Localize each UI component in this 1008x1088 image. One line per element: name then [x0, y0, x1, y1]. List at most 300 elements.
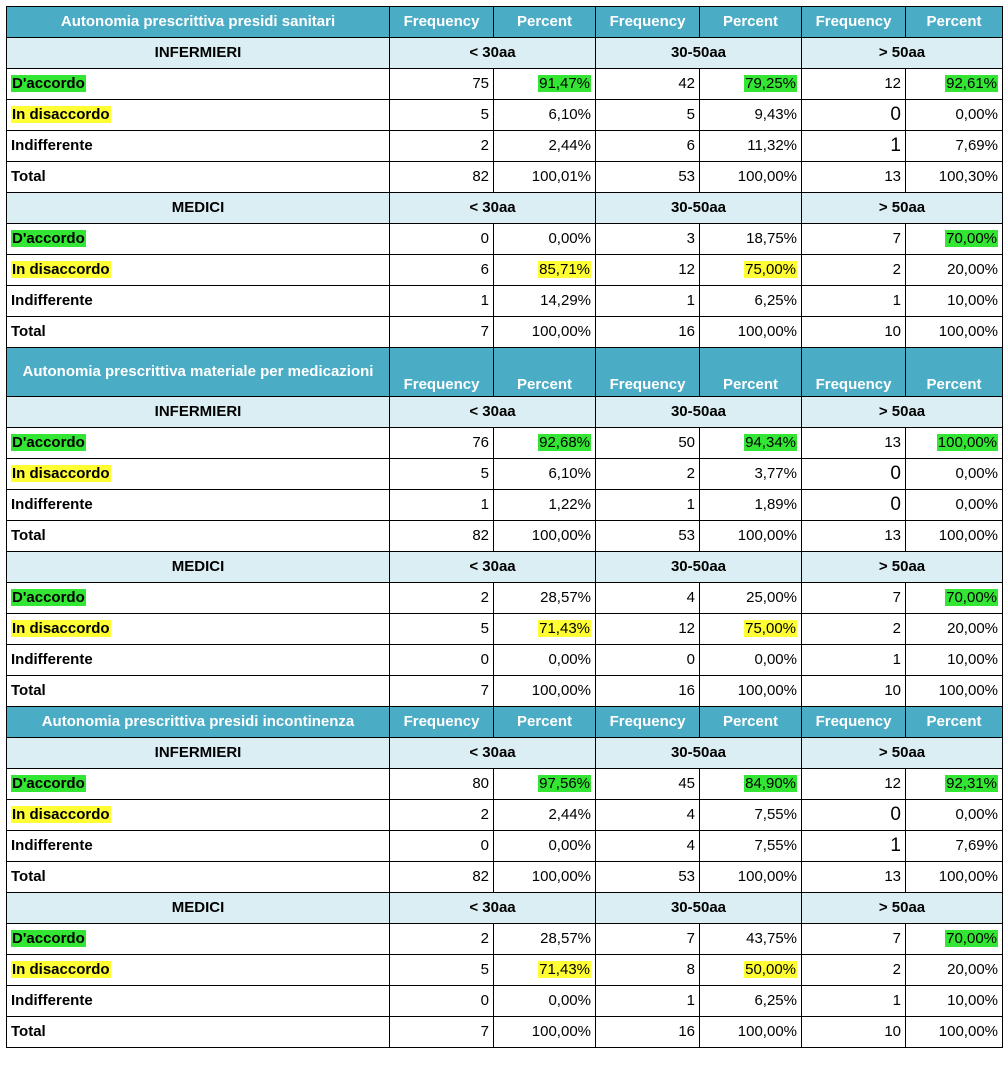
frequency-cell[interactable]	[802, 521, 906, 552]
age-band-cell[interactable]: > 50aa	[802, 893, 1003, 924]
frequency-header-cell[interactable]: Frequency	[596, 348, 700, 397]
percent-cell[interactable]	[494, 428, 596, 459]
age-band-cell[interactable]: < 30aa	[390, 193, 596, 224]
table-row	[7, 614, 1003, 645]
percent-cell[interactable]	[494, 676, 596, 707]
percent-cell[interactable]	[494, 769, 596, 800]
percent-value: 100,00%	[531, 1023, 591, 1040]
age-band-cell[interactable]: 30-50aa	[596, 893, 802, 924]
percent-cell[interactable]	[494, 645, 596, 676]
percent-cell[interactable]	[700, 614, 802, 645]
frequency-cell[interactable]	[390, 924, 494, 955]
percent-cell[interactable]	[906, 676, 1003, 707]
percent-cell[interactable]	[906, 100, 1003, 131]
percent-cell[interactable]	[906, 224, 1003, 255]
percent-value: 70,00%	[946, 930, 997, 947]
percent-cell[interactable]	[494, 614, 596, 645]
age-band-cell[interactable]: > 50aa	[802, 552, 1003, 583]
frequency-cell[interactable]	[802, 286, 906, 317]
frequency-cell[interactable]	[596, 162, 700, 193]
percent-value: 0,00%	[548, 230, 591, 247]
table-row	[7, 255, 1003, 286]
frequency-cell[interactable]	[802, 459, 906, 490]
percent-value: 20,00%	[947, 620, 998, 637]
frequency-cell[interactable]	[802, 955, 906, 986]
percent-value: 0,00%	[955, 106, 998, 123]
percent-cell[interactable]	[906, 459, 1003, 490]
frequency-value: 5	[480, 961, 489, 978]
section-title[interactable]: Autonomia prescrittiva presidi incontinenza	[7, 707, 390, 738]
frequency-cell[interactable]	[390, 255, 494, 286]
percent-cell[interactable]	[700, 955, 802, 986]
frequency-header-cell[interactable]: Frequency	[802, 348, 906, 397]
frequency-value: 12	[884, 75, 901, 92]
table-row	[7, 1017, 1003, 1048]
frequency-cell[interactable]	[390, 521, 494, 552]
table-row	[7, 428, 1003, 459]
frequency-header-cell[interactable]: Frequency	[390, 707, 494, 738]
frequency-cell[interactable]	[596, 614, 700, 645]
age-band-cell[interactable]: < 30aa	[390, 552, 596, 583]
percent-cell[interactable]	[494, 986, 596, 1017]
percent-value: 100,00%	[531, 323, 591, 340]
percent-cell[interactable]	[906, 490, 1003, 521]
frequency-cell[interactable]	[802, 645, 906, 676]
percent-value: 2,44%	[548, 806, 591, 823]
frequency-value: 7	[892, 930, 901, 947]
frequency-cell[interactable]	[596, 459, 700, 490]
percent-cell[interactable]	[700, 676, 802, 707]
percent-cell[interactable]	[700, 800, 802, 831]
frequency-cell[interactable]	[802, 614, 906, 645]
percent-cell[interactable]	[700, 490, 802, 521]
frequency-value: 5	[480, 106, 489, 123]
group-name-cell[interactable]: MEDICI	[7, 193, 390, 224]
row-label-cell[interactable]	[7, 1017, 390, 1048]
frequency-cell[interactable]	[390, 224, 494, 255]
percent-cell[interactable]	[494, 459, 596, 490]
percent-value: 1,89%	[754, 496, 797, 513]
percent-cell[interactable]	[700, 862, 802, 893]
frequency-cell[interactable]	[596, 521, 700, 552]
row-label: In disaccordo	[12, 620, 110, 637]
row-label-cell[interactable]	[7, 428, 390, 459]
section-title[interactable]: Autonomia prescrittiva presidi sanitari	[7, 7, 390, 38]
percent-cell[interactable]	[906, 131, 1003, 162]
group-name-cell[interactable]: INFERMIERI	[7, 38, 390, 69]
group-name-cell[interactable]: MEDICI	[7, 552, 390, 583]
frequency-header-cell[interactable]: Frequency	[596, 707, 700, 738]
frequency-header-cell[interactable]: Frequency	[802, 7, 906, 38]
frequency-cell[interactable]	[596, 224, 700, 255]
percent-cell[interactable]	[700, 162, 802, 193]
frequency-value: 4	[686, 806, 695, 823]
frequency-cell[interactable]	[390, 317, 494, 348]
row-label-cell[interactable]	[7, 831, 390, 862]
percent-cell[interactable]	[494, 583, 596, 614]
frequency-value: 0	[890, 804, 901, 825]
frequency-cell[interactable]	[802, 69, 906, 100]
row-label: D'accordo	[12, 775, 85, 792]
group-name-cell[interactable]: INFERMIERI	[7, 738, 390, 769]
percent-value: 28,57%	[540, 589, 591, 606]
age-band-cell[interactable]: > 50aa	[802, 193, 1003, 224]
frequency-cell[interactable]	[596, 862, 700, 893]
frequency-cell[interactable]	[390, 286, 494, 317]
frequency-cell[interactable]	[390, 131, 494, 162]
frequency-header-cell[interactable]: Frequency	[390, 348, 494, 397]
percent-cell[interactable]	[906, 317, 1003, 348]
row-label: In disaccordo	[12, 465, 110, 482]
row-label-cell[interactable]	[7, 317, 390, 348]
age-band-cell[interactable]: > 50aa	[802, 738, 1003, 769]
age-band-cell[interactable]: > 50aa	[802, 397, 1003, 428]
percent-cell[interactable]	[906, 924, 1003, 955]
frequency-cell[interactable]	[596, 317, 700, 348]
row-label: Total	[11, 682, 46, 699]
percent-value: 6,10%	[548, 465, 591, 482]
percent-value: 84,90%	[745, 775, 796, 792]
survey-results-table	[6, 6, 1003, 1048]
age-band-cell[interactable]: > 50aa	[802, 38, 1003, 69]
percent-value: 0,00%	[548, 837, 591, 854]
age-band-cell[interactable]: 30-50aa	[596, 552, 802, 583]
frequency-cell[interactable]	[596, 769, 700, 800]
frequency-value: 2	[480, 806, 489, 823]
row-label: Total	[11, 1023, 46, 1040]
row-label: Indifferente	[11, 837, 93, 854]
percent-cell[interactable]	[700, 645, 802, 676]
frequency-cell[interactable]	[390, 800, 494, 831]
percent-cell[interactable]	[906, 645, 1003, 676]
percent-value: 14,29%	[540, 292, 591, 309]
percent-cell[interactable]	[700, 986, 802, 1017]
row-label: In disaccordo	[12, 106, 110, 123]
row-label-cell[interactable]	[7, 162, 390, 193]
frequency-value: 1	[890, 135, 901, 156]
percent-cell[interactable]	[906, 162, 1003, 193]
row-label: D'accordo	[12, 589, 85, 606]
frequency-value: 12	[678, 620, 695, 637]
percent-cell[interactable]	[494, 317, 596, 348]
frequency-value: 53	[678, 527, 695, 544]
frequency-cell[interactable]	[390, 69, 494, 100]
age-band-cell[interactable]: 30-50aa	[596, 193, 802, 224]
section-header-row	[7, 707, 1003, 738]
frequency-value: 2	[686, 465, 695, 482]
frequency-cell[interactable]	[802, 800, 906, 831]
percent-cell[interactable]	[494, 69, 596, 100]
frequency-cell[interactable]	[596, 428, 700, 459]
percent-cell[interactable]	[494, 831, 596, 862]
row-label-cell[interactable]	[7, 986, 390, 1017]
percent-cell[interactable]	[700, 1017, 802, 1048]
percent-header-cell[interactable]: Percent	[906, 7, 1003, 38]
frequency-value: 13	[884, 434, 901, 451]
frequency-cell[interactable]	[390, 862, 494, 893]
age-band-cell[interactable]: 30-50aa	[596, 38, 802, 69]
frequency-cell[interactable]	[596, 986, 700, 1017]
percent-cell[interactable]	[906, 800, 1003, 831]
percent-cell[interactable]	[906, 955, 1003, 986]
frequency-cell[interactable]	[596, 131, 700, 162]
percent-cell[interactable]	[906, 428, 1003, 459]
frequency-cell[interactable]	[802, 490, 906, 521]
frequency-value: 50	[678, 434, 695, 451]
frequency-cell[interactable]	[390, 162, 494, 193]
percent-cell[interactable]	[494, 100, 596, 131]
percent-cell[interactable]	[494, 286, 596, 317]
row-label-cell[interactable]	[7, 521, 390, 552]
percent-cell[interactable]	[700, 69, 802, 100]
percent-header-cell[interactable]: Percent	[906, 707, 1003, 738]
percent-value: 97,56%	[539, 775, 590, 792]
table-row	[7, 100, 1003, 131]
frequency-value: 80	[472, 775, 489, 792]
percent-cell[interactable]	[700, 255, 802, 286]
percent-cell[interactable]	[494, 955, 596, 986]
percent-header-cell[interactable]: Percent	[700, 348, 802, 397]
frequency-cell[interactable]	[802, 131, 906, 162]
percent-cell[interactable]	[906, 862, 1003, 893]
percent-cell[interactable]	[906, 521, 1003, 552]
frequency-value: 10	[884, 1023, 901, 1040]
row-label-cell[interactable]	[7, 676, 390, 707]
percent-cell[interactable]	[700, 286, 802, 317]
percent-cell[interactable]	[494, 490, 596, 521]
frequency-cell[interactable]	[390, 100, 494, 131]
age-band-cell[interactable]: < 30aa	[390, 893, 596, 924]
row-label-cell[interactable]	[7, 224, 390, 255]
percent-value: 20,00%	[947, 961, 998, 978]
frequency-value: 1	[686, 496, 695, 513]
percent-value: 7,69%	[955, 137, 998, 154]
frequency-cell[interactable]	[596, 955, 700, 986]
frequency-cell[interactable]	[802, 255, 906, 286]
frequency-value: 2	[892, 961, 901, 978]
percent-value: 50,00%	[745, 961, 796, 978]
row-label-cell[interactable]	[7, 286, 390, 317]
frequency-cell[interactable]	[802, 162, 906, 193]
frequency-cell[interactable]	[390, 583, 494, 614]
frequency-cell[interactable]	[390, 676, 494, 707]
percent-header-cell[interactable]: Percent	[494, 7, 596, 38]
percent-header-cell[interactable]: Percent	[906, 348, 1003, 397]
percent-cell[interactable]	[906, 583, 1003, 614]
section-title[interactable]: Autonomia prescrittiva materiale per medicazioni	[7, 348, 390, 397]
percent-cell[interactable]	[700, 769, 802, 800]
percent-cell[interactable]	[494, 224, 596, 255]
percent-value: 1,22%	[548, 496, 591, 513]
frequency-cell[interactable]	[802, 583, 906, 614]
percent-cell[interactable]	[906, 769, 1003, 800]
frequency-value: 1	[892, 651, 901, 668]
frequency-cell[interactable]	[390, 614, 494, 645]
percent-value: 25,00%	[746, 589, 797, 606]
percent-cell[interactable]	[700, 831, 802, 862]
frequency-cell[interactable]	[802, 1017, 906, 1048]
age-band-cell[interactable]: < 30aa	[390, 38, 596, 69]
row-label-cell[interactable]	[7, 490, 390, 521]
percent-cell[interactable]	[700, 583, 802, 614]
frequency-cell[interactable]	[390, 769, 494, 800]
percent-header-cell[interactable]: Percent	[700, 707, 802, 738]
percent-value: 6,25%	[754, 992, 797, 1009]
frequency-value: 6	[480, 261, 489, 278]
frequency-header-cell[interactable]: Frequency	[390, 7, 494, 38]
frequency-value: 2	[480, 137, 489, 154]
frequency-cell[interactable]	[596, 583, 700, 614]
percent-value: 18,75%	[746, 230, 797, 247]
row-label-cell[interactable]	[7, 924, 390, 955]
row-label: Total	[11, 868, 46, 885]
percent-cell[interactable]	[700, 317, 802, 348]
percent-cell[interactable]	[700, 100, 802, 131]
frequency-cell[interactable]	[596, 800, 700, 831]
frequency-header-cell[interactable]: Frequency	[596, 7, 700, 38]
age-band-cell[interactable]: 30-50aa	[596, 397, 802, 428]
percent-value: 100,00%	[938, 527, 998, 544]
percent-cell[interactable]	[494, 162, 596, 193]
percent-value: 11,32%	[747, 137, 797, 154]
percent-header-cell[interactable]: Percent	[494, 348, 596, 397]
frequency-cell[interactable]	[802, 769, 906, 800]
frequency-cell[interactable]	[390, 986, 494, 1017]
percent-cell[interactable]	[700, 224, 802, 255]
row-label-cell[interactable]	[7, 255, 390, 286]
age-band-cell[interactable]: < 30aa	[390, 738, 596, 769]
frequency-cell[interactable]	[390, 955, 494, 986]
frequency-value: 82	[472, 868, 489, 885]
row-label-cell[interactable]	[7, 800, 390, 831]
frequency-cell[interactable]	[596, 255, 700, 286]
row-label: Indifferente	[11, 137, 93, 154]
frequency-value: 42	[678, 75, 695, 92]
frequency-cell[interactable]	[390, 459, 494, 490]
frequency-cell[interactable]	[390, 1017, 494, 1048]
percent-cell[interactable]	[906, 69, 1003, 100]
frequency-cell[interactable]	[596, 1017, 700, 1048]
percent-cell[interactable]	[494, 131, 596, 162]
percent-cell[interactable]	[494, 521, 596, 552]
row-label-cell[interactable]	[7, 614, 390, 645]
frequency-cell[interactable]	[596, 490, 700, 521]
percent-value: 3,77%	[754, 465, 797, 482]
group-name-cell[interactable]: MEDICI	[7, 893, 390, 924]
row-label: Total	[11, 527, 46, 544]
percent-cell[interactable]	[494, 1017, 596, 1048]
frequency-cell[interactable]	[390, 490, 494, 521]
age-band-cell[interactable]: 30-50aa	[596, 738, 802, 769]
frequency-value: 0	[480, 651, 489, 668]
frequency-cell[interactable]	[596, 69, 700, 100]
row-label-cell[interactable]	[7, 769, 390, 800]
frequency-cell[interactable]	[596, 100, 700, 131]
row-label-cell[interactable]	[7, 69, 390, 100]
table-row	[7, 521, 1003, 552]
frequency-cell[interactable]	[802, 428, 906, 459]
percent-cell[interactable]	[906, 1017, 1003, 1048]
section-header-row	[7, 7, 1003, 38]
frequency-value: 1	[480, 496, 489, 513]
percent-cell[interactable]	[906, 255, 1003, 286]
frequency-cell[interactable]	[802, 924, 906, 955]
percent-value: 100,00%	[938, 323, 998, 340]
frequency-cell[interactable]	[802, 862, 906, 893]
age-band-cell[interactable]: < 30aa	[390, 397, 596, 428]
percent-value: 94,34%	[745, 434, 796, 451]
frequency-cell[interactable]	[802, 986, 906, 1017]
frequency-cell[interactable]	[802, 100, 906, 131]
percent-cell[interactable]	[906, 286, 1003, 317]
row-label-cell[interactable]	[7, 862, 390, 893]
frequency-value: 1	[892, 292, 901, 309]
percent-cell[interactable]	[700, 428, 802, 459]
frequency-value: 10	[884, 682, 901, 699]
percent-cell[interactable]	[906, 831, 1003, 862]
row-label: Total	[11, 323, 46, 340]
frequency-cell[interactable]	[596, 924, 700, 955]
row-label-cell[interactable]	[7, 459, 390, 490]
percent-cell[interactable]	[700, 131, 802, 162]
frequency-cell[interactable]	[802, 317, 906, 348]
percent-header-cell[interactable]: Percent	[494, 707, 596, 738]
frequency-cell[interactable]	[802, 224, 906, 255]
frequency-value: 0	[890, 494, 901, 515]
percent-cell[interactable]	[700, 924, 802, 955]
percent-value: 92,61%	[946, 75, 997, 92]
frequency-cell[interactable]	[390, 428, 494, 459]
frequency-cell[interactable]	[596, 286, 700, 317]
percent-cell[interactable]	[494, 800, 596, 831]
frequency-value: 7	[686, 930, 695, 947]
group-name-cell[interactable]: INFERMIERI	[7, 397, 390, 428]
table-row	[7, 862, 1003, 893]
table-row	[7, 131, 1003, 162]
percent-cell[interactable]	[494, 924, 596, 955]
frequency-header-cell[interactable]: Frequency	[802, 707, 906, 738]
frequency-cell[interactable]	[390, 831, 494, 862]
frequency-cell[interactable]	[596, 676, 700, 707]
frequency-cell[interactable]	[596, 831, 700, 862]
percent-cell[interactable]	[700, 459, 802, 490]
frequency-value: 2	[480, 589, 489, 606]
frequency-cell[interactable]	[802, 831, 906, 862]
percent-value: 100,00%	[737, 168, 797, 185]
percent-value: 70,00%	[946, 589, 997, 606]
row-label-cell[interactable]	[7, 100, 390, 131]
percent-header-cell[interactable]: Percent	[700, 7, 802, 38]
row-label-cell[interactable]	[7, 131, 390, 162]
percent-cell[interactable]	[494, 255, 596, 286]
frequency-cell[interactable]	[390, 645, 494, 676]
frequency-value: 5	[480, 620, 489, 637]
frequency-cell[interactable]	[802, 676, 906, 707]
row-label-cell[interactable]	[7, 955, 390, 986]
percent-cell[interactable]	[906, 986, 1003, 1017]
row-label-cell[interactable]	[7, 583, 390, 614]
frequency-value: 82	[472, 527, 489, 544]
frequency-cell[interactable]	[596, 645, 700, 676]
table-row	[7, 490, 1003, 521]
percent-cell[interactable]	[906, 614, 1003, 645]
frequency-value: 82	[472, 168, 489, 185]
section-header-row	[7, 348, 1003, 397]
percent-cell[interactable]	[700, 521, 802, 552]
row-label-cell[interactable]	[7, 645, 390, 676]
percent-cell[interactable]	[494, 862, 596, 893]
percent-value: 79,25%	[745, 75, 796, 92]
